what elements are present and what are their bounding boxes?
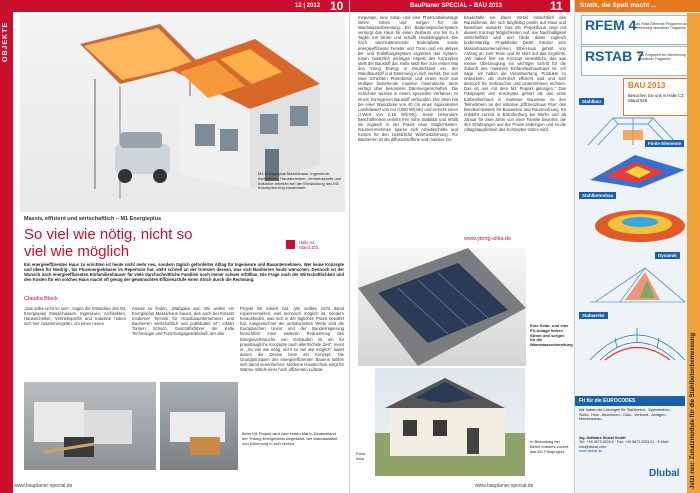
rfem-box	[581, 15, 693, 45]
footer-url-right: www.bauplaner-special.de	[475, 483, 534, 489]
pilot-house-photo	[375, 368, 525, 476]
stahlbeton-graphic	[585, 200, 690, 248]
ad-label-stahlbau: Stahlbau	[579, 98, 604, 105]
construction-photo-1	[24, 382, 156, 470]
headline	[24, 226, 192, 260]
ad-side-banner	[687, 13, 700, 493]
right-page	[350, 0, 700, 493]
stabwerke-graphic	[585, 320, 690, 364]
manufacturer-url: www.ytong-silka.de	[464, 236, 512, 242]
body-col-r1: mepumpe, eine Solar- und eine Photovoltaikanlage liefern Strom und sorgen für die Warmwasserbereitung. Ein Batteriespeichersystem versorgt das Haus für einen Zeitraum von bis zu 5 Tagen mit Strom und schafft Unabhängigkeit. Die hoch wärmedämmende Bodenplatte sowie energieeffiziente Fenster und Türen und ein aktives Be- und Entlüftungssystem ergänzen das System. Einen zusätzlich wichtigen Aspekt des Konzeptes stellt der Baustoff dar. Kella setzt hier zum ersten Mal den Ytong Energy in Deutschland ein, der Wandbaustoff und Dämmung in sich vereint. Der aus zwei Schichten Porenbeton und einem Kern aus Multipor bestehende massive mineralische Stein verfügt über besondere Dämmeigenschaften. Die Schichten werden in einem speziellen Verfahren zu einem homogenen Baustoff verbunden. Der Stein hat bei einer Wanddicke von 40 cm einen äquivalenten Lambdawert von nur 0,060 W/(mK) und erreicht einen U-Wert von 0,15 W/(m²K). Seine besondere Beschaffenheit verleiht ihm hohe Stabilität und erfüllt sie zugleich in der Praxis neue Möglichkeiten. Raumvermehmen sparen sich Arbeitsschritte und Kosten für den zusätzliche Wärmedämmung. Für Bauherren ist die diffusionsoffene und massive Ge-	[358, 15, 458, 143]
caption-bottom: Beim M1 Projekt wird zum ersten Mal in Deutschland der Yhtong Energiestein eingesetzt, der Wandaussteif und Dämmung in sich vereint.	[242, 431, 338, 446]
headline-line2: viel wie möglich	[24, 243, 130, 260]
company-name: Ing.-Software Dlubal GmbH	[579, 436, 626, 440]
lead-paragraph: Ein energieeffizientes Haus zu errichten ist heute nicht mehr neu, sondern täglich geforderter Alltag für Ingenieure und Bauunternehmen. Wer keine Konzepte und Ideen für Niedrig-, bis Plusenergiehäuser im Repertoire hat, steht schnell an der Grenzen dessen, was sich Bauherren heute wünschen. Dennoch ist der Wunsch nach energieeffizienten Einfamilienhäuser für viele durchschnittliche Familien noch immer schwer erfüllbar. Die Frage nach der Wirtschaftlichkeit und den Kosten für ein solches Haus macht oft genug der gewünschten Effizienzstufe einen Strich durch die Rechnung.	[24, 262, 344, 283]
section-header: BauPlaner SPECIAL – BAU 2013	[410, 3, 502, 9]
ad-label-dynamik: Dynamik	[655, 252, 680, 259]
eurocodes-text: Wir haben die Lösungen für Stahlbeton-, Spannbeton-, Stahl-, Holz-, Aluminium-, Glas-, Verbund-, Anlagen-, Membranbau.	[579, 408, 672, 422]
solar-roof-photo	[358, 248, 526, 366]
caption-pilot: In Brievalung bei Berlin entsteht zurzeit das M1 Pilotprojekt.	[530, 439, 569, 454]
hall-icon	[286, 240, 295, 249]
rfem-title: RFEM 4	[585, 17, 637, 33]
headline-line1: So viel wie nötig, nicht so	[24, 226, 193, 243]
hall-ref: Halle A2 Stand 103	[299, 240, 319, 250]
caption-top: M1 Energieplus Massivhaus: Ingenieure, Architekten, Haustechniker, Vertriebsprofis und Industrie arbeiten bei der Entwicklung des M1 Konzeptes eng zusammen.	[258, 171, 342, 191]
page-number: 10	[330, 0, 344, 13]
issue-label: 12 | 2012	[295, 3, 321, 9]
kicker: Massiv, effizient und wirtschaftlich – M1 Energieplus	[24, 216, 162, 222]
section-tab-label: OBJEKTE	[2, 21, 9, 62]
section-tab	[0, 0, 13, 493]
company-contact: Tel.: +49 9673 9203-0 · Fax: +49 9673 9203-51 · E-Mail: info@dlubal.com	[579, 440, 669, 449]
photo-credit: Fotos: Kella	[356, 452, 366, 461]
rstab-box	[581, 46, 693, 76]
bau-sub: Besuchen Sie uns in Halle C3, Stand 528	[628, 93, 685, 103]
footer-url-left: www.bauplaner-special.de	[14, 483, 73, 489]
dlubal-logo: Dlubal	[649, 468, 680, 479]
ad-side-banner-text: Jetzt neu: Zusatzmodule für die Stahlbetonbemessung	[690, 332, 696, 489]
page-number-right: 11	[550, 0, 563, 13]
rfem-sub: Das Finite-Elemente-Programm zur Berechnung räumlicher Tragwerke	[634, 22, 688, 30]
bau-title: BAU 2013	[628, 81, 666, 90]
construction-photo-2	[160, 382, 238, 470]
dynamik-graphic	[585, 262, 690, 308]
rstab-sub: Das Programm zur Berechnung räumlicher Tragwerke	[638, 53, 686, 61]
dlubal-ad	[574, 0, 700, 493]
company-block	[579, 436, 681, 454]
author: Claudia Block	[24, 296, 58, 302]
body-col-r2: bäudehülle ein klarer Vorteil hinsichtlich des Raumklimas, der sich langfristig positiv auf Haus und Bewohner auswirkt. Das M1 Projekthaus zeigt mit diesem Konzept Möglichkeiten auf, wie Nachhaltigkeit wirtschaftlich wird und bleibt dabei zugleich bodenständig. Projektleiter Dieter Stricker vom Massivhausunternehmen Elbe-Haus gehört von Anfang an zum Team und ist stolz auf das Ergebnis. „Wir haben hier ein Konzept verwirklicht, das aus meiner Überzeugung ein wichtiger Schritt für die Zukunft des massiven Einfamilienhausbaus ist. Ich sage, wir haben die Verantwortung, Produkte zu entwickeln, die technisch effizient sind und sich dennoch für Verbraucher und Unternehmen rechnen. Das ist uns mit dem M1 Projekt gelungen." Das Pilotprojekt des Konzeptes gehört als das erste Einfamilienhaus in massiver Bauweise zu den Teilnehmern an der Initiative „Effizienzhaus Plus" des Bundesministers für Bauwesen und Raumordnung. Es entsteht zurzeit in Brandenburg bei Berlin und ab Januar für zwei Jahre von einer Familie bewohnt, die ihre Erfahrungen aus der Praxis einbringen und so die Alltagstauglichkeit des Konzeptes testen wird.	[464, 15, 566, 133]
ad-label-stabwerke: Stabwerke	[579, 312, 608, 319]
caption-solar: Eine Solar- und eine PV-Anlage liefern Strom und sorgen für die Warmwasserbereitung.	[530, 323, 574, 348]
body-col-1: „Das sollte nicht so sein", sagen die Entwickler des M1 Energieplus Massivhauses. Ingenieure, Architekten, Haustechniker, Vertriebsprofis und Industrie haben sich hier zusammengetan, um einen neuen	[24, 306, 126, 327]
ad-label-finite: Finite Elemente	[645, 140, 684, 147]
rstab-title: RSTAB 7	[585, 48, 644, 64]
ad-header: Statik, die Spaß macht ...	[575, 0, 700, 12]
body-col-2: Ansatz zu finden. „Maßgabe war: Wir wollen ein Energieplus Massivhaus bauen, das auch bei Einsatz moderner Technik für Hausbauunternehmen und Bauherren wirtschaftlich und praktikabel ist", erklärt Torsten Schoch, Geschäftsführer der Kella Technologie und Forschungsgesellschaft, der das	[132, 306, 234, 337]
ad-label-stahlbeton: Stahlbetonbau	[579, 192, 616, 199]
company-web: www.dlubal.de	[579, 449, 603, 454]
body-col-3: Projekt mit initiiert hat. „Wir wollten nicht damit experimentieren, was technisch möglich ist, sondern herausfinden, was sich in der täglichen Praxis bewährt hat. Ausgezeichnet der ambitionierten Werte sind die Europäischen Union und der Bundesregierung hinsichtlich einer weiteren Reduzierung des Energieverbrauchs von Gebäuden ist ein für praxistaugliche Konzepte auch allerhöchste Zeit", meint er. „So viel wie nötig, nicht so viel wie möglich" lautet darum die Devise beim M1 Konzept. Die Grundprinzipien des energieeffizienten Bauens lassen sich damit vereinfachen: Moderne Haustechnik sorgt für Wärme mittels einer hoch effizienten Luftwär-	[240, 306, 344, 373]
finite-graphic	[585, 150, 690, 190]
eurocodes-title: Fit für die EUROCODES	[575, 396, 685, 406]
